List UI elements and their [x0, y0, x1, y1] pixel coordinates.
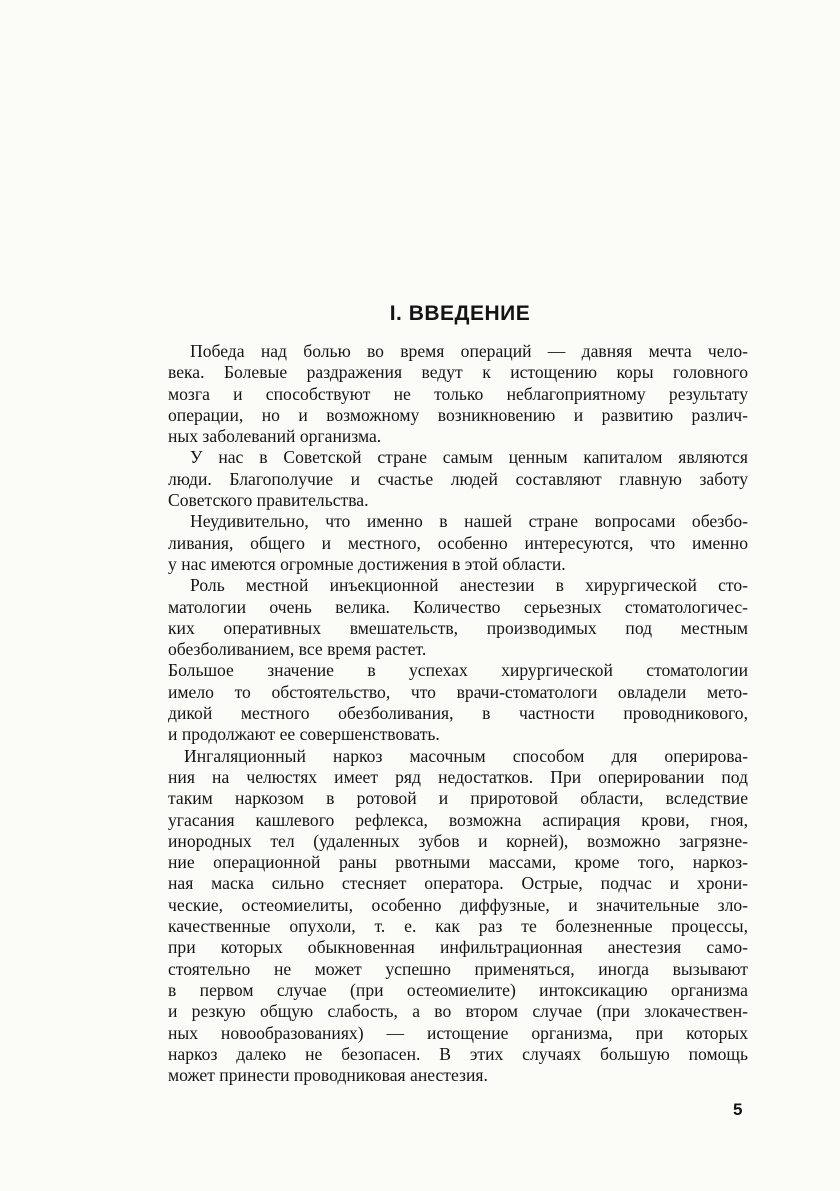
paragraph	[168, 660, 748, 745]
paragraph	[168, 746, 748, 1087]
text-line: ния на челюстях имеет ряд недостатков. При оперировании под	[168, 766, 748, 787]
paragraph	[168, 341, 748, 447]
text-line: Роль местной инъекционной анестезии в хирургической сто-	[190, 575, 748, 596]
text-line: ная маска сильно стесняет оператора. Острые, подчас и хрони-	[168, 873, 748, 894]
text-line: и резкую общую слабость, а во втором случае (при злокачествен-	[168, 1001, 748, 1022]
text-line: Неудивительно, что именно в нашей стране вопросами обезбо-	[190, 511, 748, 532]
text-line: таким наркозом в ротовой и приротовой области, вследствие	[168, 788, 748, 809]
text-line: у нас имеются огромные достижения в этой области.	[168, 553, 566, 574]
text-line: имело то обстоятельство, что врачи-стоматологи овладели мето-	[168, 681, 748, 702]
text-line: инородных тел (удаленных зубов и корней), возможно загрязне-	[168, 830, 748, 851]
text-line: угасания кашлевого рефлекса, возможна аспирация крови, гноя,	[168, 809, 748, 830]
text-line: операции, но и возможному возникновению и развитию различ-	[168, 404, 748, 425]
text-line: ных заболеваний организма.	[168, 426, 382, 447]
chapter-body	[168, 341, 748, 1086]
paragraph	[168, 511, 748, 575]
text-line: ческие, остеомиелиты, особенно диффузные, и значительные зло-	[168, 894, 748, 915]
text-line: может принести проводниковая анестезия.	[168, 1065, 488, 1086]
text-line: при которых обыкновенная инфильтрационная анестезия само-	[168, 937, 748, 958]
text-line: Советского правительства.	[168, 490, 369, 511]
text-line: качественные опухоли, т. е. как раз те болезненные процессы,	[168, 916, 748, 937]
chapter-heading: I. ВВЕДЕНИЕ	[389, 302, 531, 325]
text-line: Ингаляционный наркоз масочным способом для оперирова-	[184, 745, 748, 766]
text-line: Большое значение в успехах хирургической стоматологии	[168, 660, 748, 681]
text-line: люди. Благополучие и счастье людей составляют главную заботу	[168, 468, 748, 489]
text-line: У нас в Советской стране самым ценным капиталом являются	[190, 447, 748, 468]
text-line: Победа над болью во время операций — давняя мечта чело-	[190, 341, 748, 361]
text-line: наркоз далеко не безопасен. В этих случаях большую помощь	[168, 1043, 748, 1064]
paragraph	[168, 447, 748, 511]
text-line: дикой местного обезболивания, в частности проводникового,	[168, 703, 748, 724]
text-line: ных новообразованиях) — истощение организма, при которых	[168, 1022, 748, 1043]
text-line: в первом случае (при остеомиелите) интоксикацию организма	[168, 979, 748, 1000]
text-line: и продолжают ее совершенствовать.	[168, 724, 440, 745]
page-number: 5	[733, 1100, 743, 1119]
text-line: мозга и способствуют не только неблагоприятному результату	[168, 383, 748, 404]
paragraph	[168, 575, 748, 660]
text-line: обезболиванием, все время растет.	[168, 639, 427, 660]
text-line: ливания, общего и местного, особенно интересуются, что именно	[168, 532, 748, 553]
text-line: матологии очень велика. Количество серьезных стоматологичес-	[168, 596, 748, 617]
text-line: ких оперативных вмешательств, производимых под местным	[168, 617, 748, 638]
text-line: ние операционной раны рвотными массами, кроме того, наркоз-	[168, 852, 748, 873]
text-line: века. Болевые раздражения ведут к истощению коры головного	[168, 362, 748, 383]
text-line: стоятельно не может успешно применяться, иногда вызывают	[168, 958, 748, 979]
